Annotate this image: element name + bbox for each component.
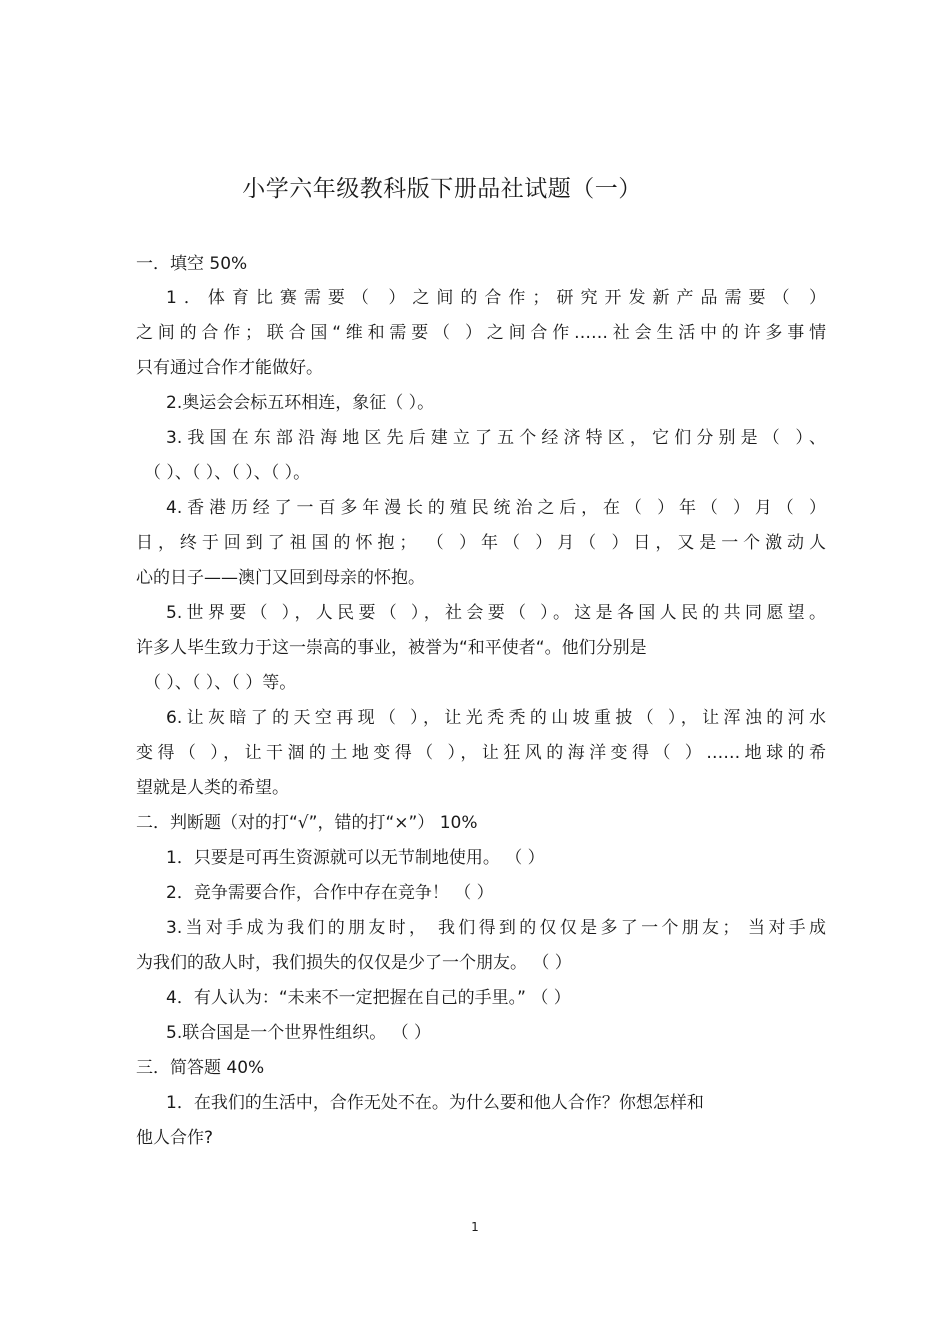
question-2-3-line-2: 为我们的敌人时，我们损失的仅仅是少了一个朋友。 （ ） <box>136 953 572 973</box>
question-1-5-line-2: 许多人毕生致力于这一崇高的事业，被誉为“和平使者“。他们分别是 <box>136 638 647 658</box>
question-2-4: 4．有人认为：“未来不一定把握在自己的手里。” （ ） <box>166 988 571 1008</box>
section-1-heading: 一．填空 50% <box>136 254 248 274</box>
question-1-1-line-3: 只有通过合作才能做好。 <box>136 358 323 378</box>
question-1-6-line-2: 变得（ ），让干涸的土地变得（ ），让狂风的海洋变得（ ）……地球的希 <box>136 743 826 763</box>
question-1-1-line-2: 之间的合作；联合国“维和需要（ ）之间合作……社会生活中的许多事情 <box>136 323 826 343</box>
question-1-5-line-1: 5.世界要（ ），人民要（ ），社会要（ ）。这是各国人民的共同愿望。 <box>166 603 826 623</box>
question-2-2: 2．竞争需要合作，合作中存在竞争！ （ ） <box>166 883 494 903</box>
question-2-1: 1．只要是可再生资源就可以无节制地使用。 （ ） <box>166 848 545 868</box>
question-1-6-line-1: 6.让灰暗了的天空再现（ ），让光秃秃的山坡重披（ ），让浑浊的河水 <box>166 708 826 728</box>
question-3-1-line-2: 他人合作? <box>136 1128 214 1148</box>
question-1-4-line-1: 4.香港历经了一百多年漫长的殖民统治之后，在（ ）年（ ）月（ ） <box>166 498 826 518</box>
question-1-1-line-1: 1．体育比赛需要（ ）之间的合作；研究开发新产品需要（ ） <box>166 288 826 308</box>
question-3-1-line-1: 1．在我们的生活中，合作无处不在。为什么要和他人合作？你想怎样和 <box>166 1093 704 1113</box>
question-1-6-line-3: 望就是人类的希望。 <box>136 778 289 798</box>
question-1-3-line-1: 3.我国在东部沿海地区先后建立了五个经济特区，它们分别是（ ）、 <box>166 428 826 448</box>
document-title: 小学六年级教科版下册品社试题（一） <box>242 176 642 202</box>
question-2-3-line-1: 3.当对手成为我们的朋友时， 我们得到的仅仅是多了一个朋友； 当对手成 <box>166 918 826 938</box>
section-2-heading: 二．判断题（对的打“√”，错的打“×”） 10% <box>136 813 478 833</box>
question-1-3-line-2: （ ）、（ ）、（ ）、（ ）。 <box>144 463 311 483</box>
question-1-5-line-3: （ ）、（ ）、（ ）等。 <box>144 673 297 693</box>
question-1-2-line-1: 2.奥运会会标五环相连，象征（ ）。 <box>166 393 435 413</box>
question-2-5: 5.联合国是一个世界性组织。 （ ） <box>166 1023 432 1043</box>
question-1-4-line-3: 心的日子——澳门又回到母亲的怀抱。 <box>136 568 425 588</box>
page-number: 1 <box>471 1220 479 1234</box>
question-1-4-line-2: 日，终于回到了祖国的怀抱； （ ）年（ ）月（ ）日，又是一个激动人 <box>136 533 826 553</box>
section-3-heading: 三．简答题 40% <box>136 1058 265 1078</box>
